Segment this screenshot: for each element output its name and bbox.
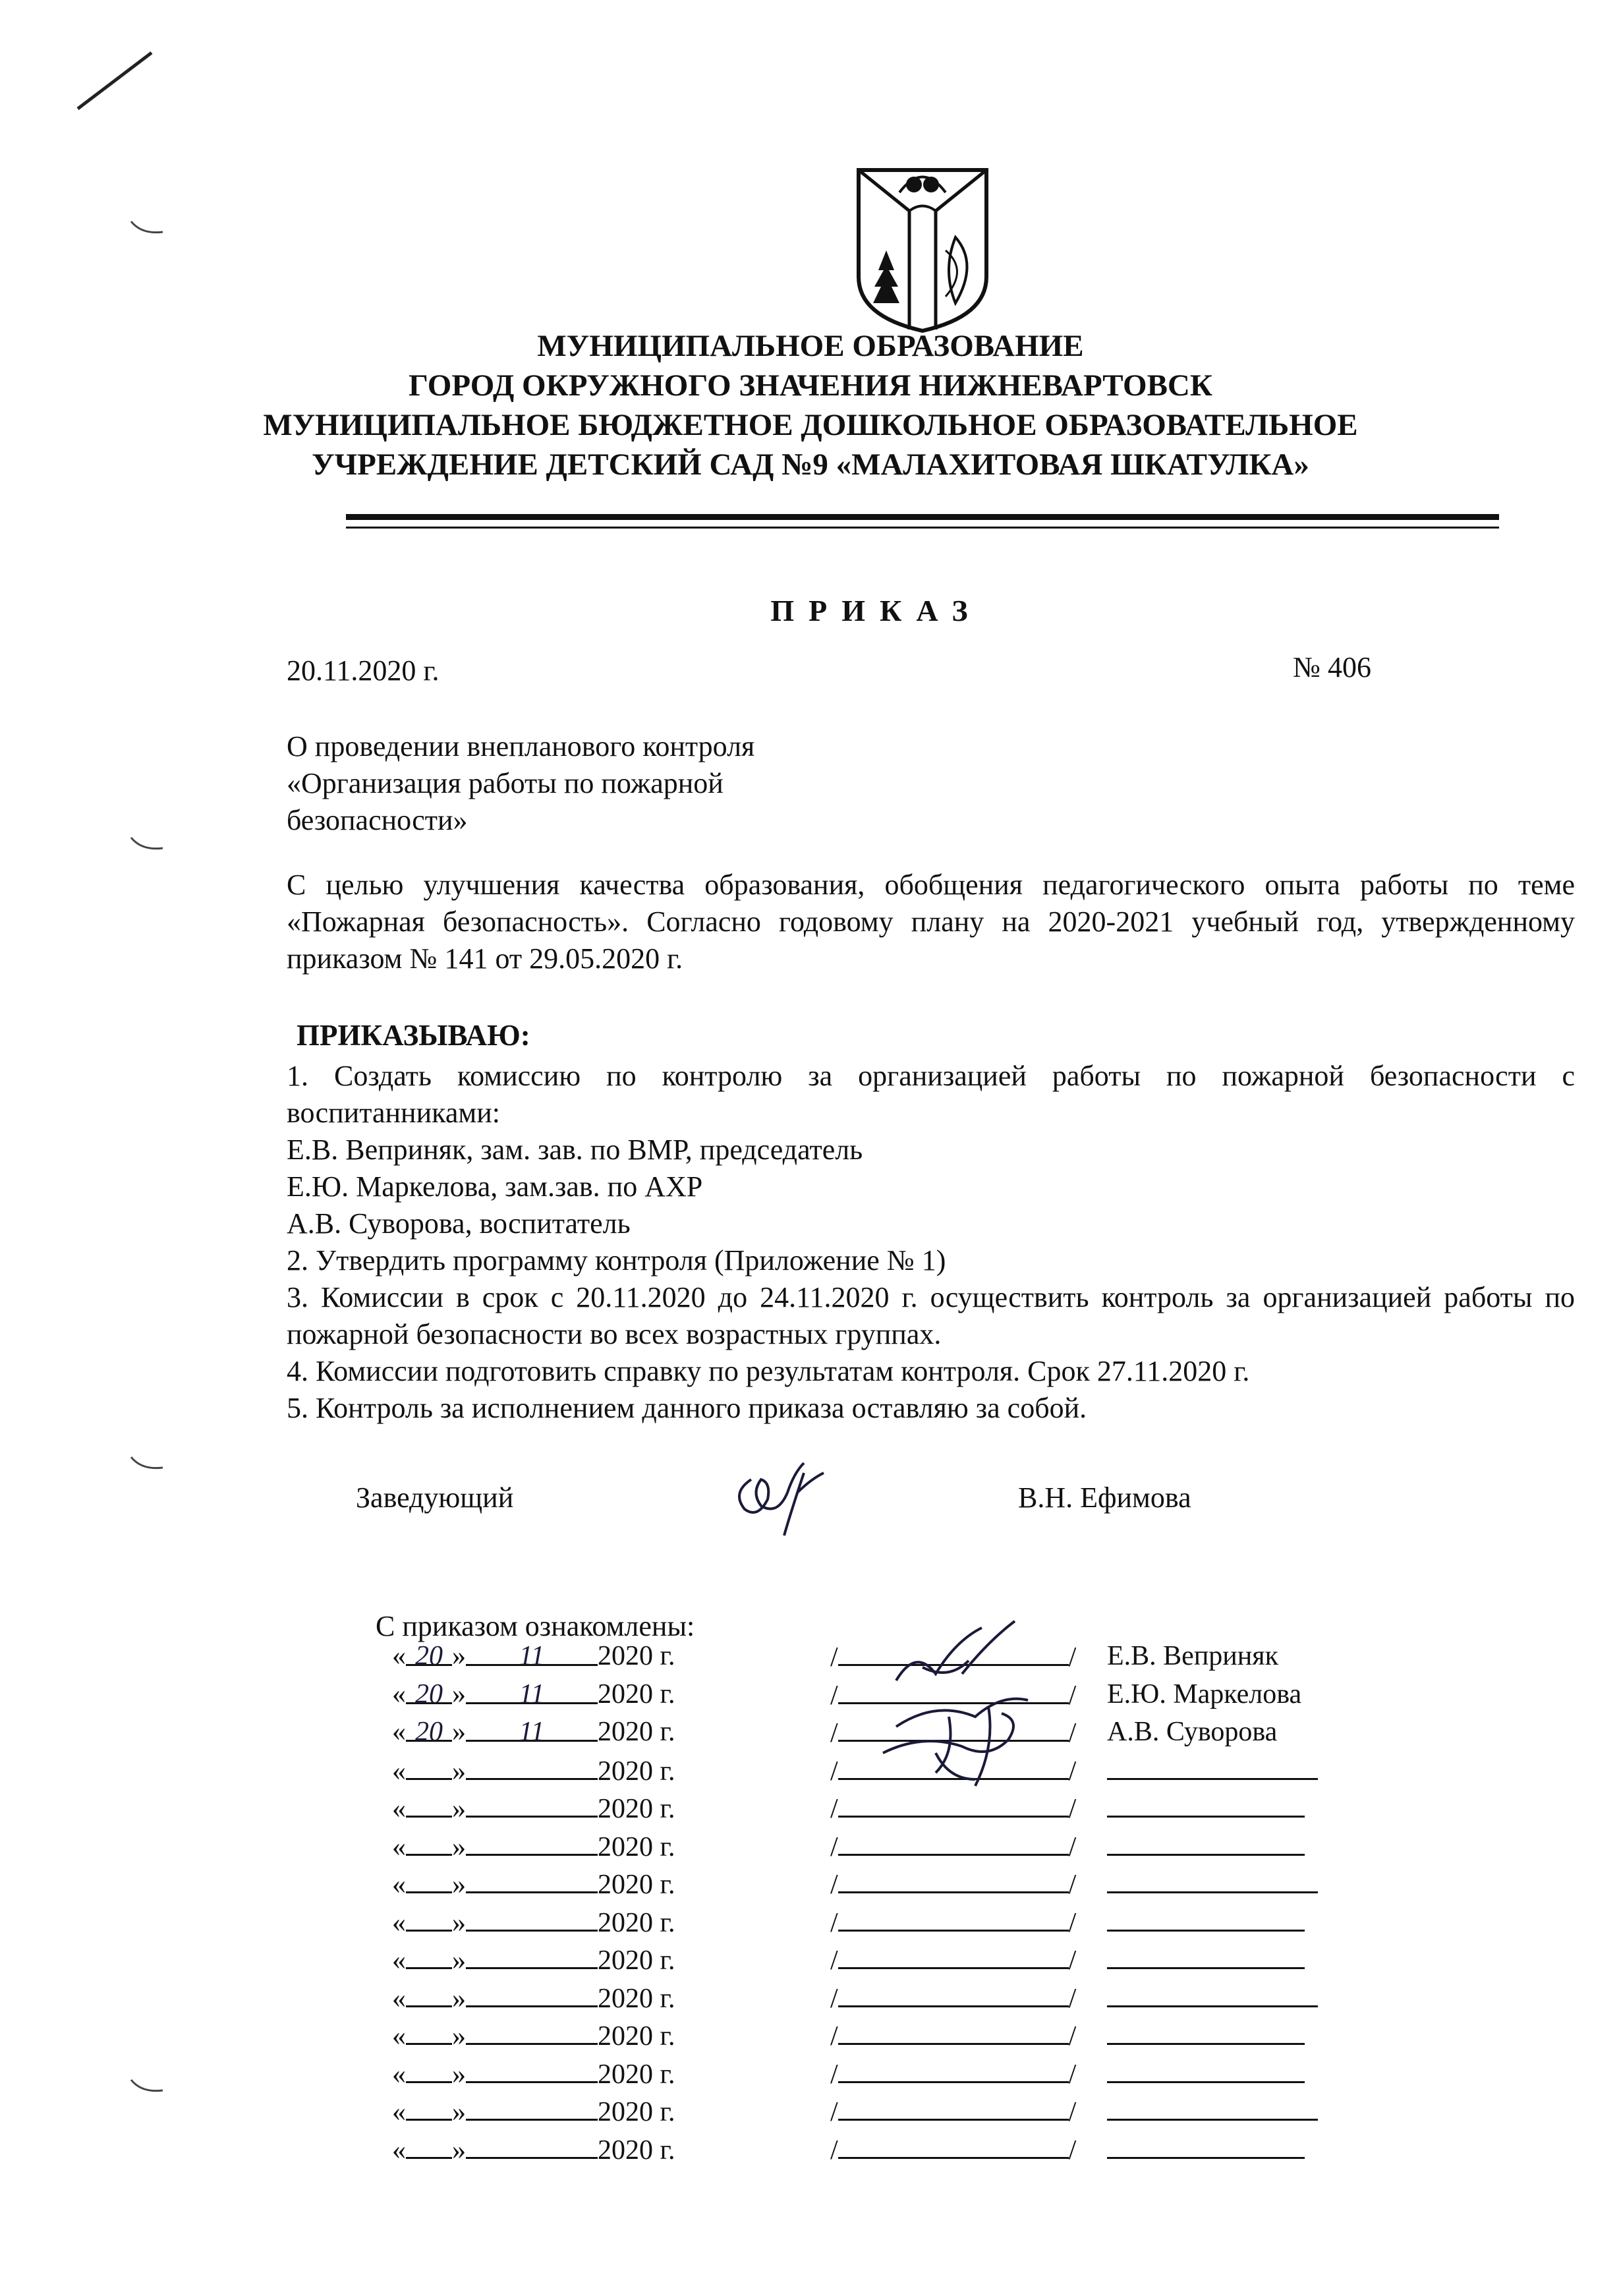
- acquaintance-row: [0, 1789, 1619, 1827]
- acquaintance-month: [466, 2055, 598, 2083]
- acquaintance-month: [466, 1789, 598, 1818]
- acquaintance-date: « » 2020 г.: [392, 2017, 675, 2055]
- order-date: 20.11.2020 г.: [287, 654, 440, 687]
- acquaintance-name: [1107, 2055, 1305, 2094]
- acquaintance-row: [0, 1903, 1619, 1941]
- acquaintance-day: [406, 1903, 452, 1932]
- acquaintance-date: « » 2020 г.: [392, 2092, 675, 2131]
- acquaintance-name: Е.Ю. Маркелова: [1107, 1679, 1302, 1709]
- header-line-1: МУНИЦИПАЛЬНОЕ ОБРАЗОВАНИЕ: [537, 329, 1084, 363]
- acquaintance-date: « » 2020 г.: [392, 1789, 675, 1828]
- acquaintance-year: 2020 г.: [598, 2097, 675, 2127]
- acquaintance-month: [466, 1979, 598, 2007]
- acquaintance-row: [0, 1827, 1619, 1865]
- acquaintance-year: 2020 г.: [598, 1945, 675, 1976]
- acquaintance-month: [466, 2131, 598, 2159]
- acquaintance-day: 20: [406, 1713, 452, 1742]
- acquaintance-date: « 20 » 11 2020 г.: [392, 1713, 675, 1751]
- acquaintance-year: 2020 г.: [598, 1756, 675, 1787]
- coat-of-arms-icon: [853, 165, 992, 336]
- margin-mark-icon: [128, 834, 168, 853]
- acquaintance-day: [406, 1979, 452, 2007]
- acquaintance-day: [406, 2055, 452, 2083]
- acquaintance-month: [466, 1903, 598, 1932]
- acquaintance-row: [0, 1638, 1619, 1675]
- acquaintance-label: С приказом ознакомлены:: [376, 1610, 695, 1642]
- order-item: 1. Создать комиссию по контролю за организацией работы по пожарной безопасности с воспитанниками:: [287, 1060, 1575, 1129]
- order-item: 2. Утвердить программу контроля (Приложение № 1): [287, 1244, 946, 1277]
- acquaintance-day: [406, 2092, 452, 2121]
- order-number: № 406: [1293, 651, 1371, 683]
- acquaintance-day: [406, 1827, 452, 1856]
- acquaintance-name: [1107, 2092, 1318, 2131]
- acquaintance-name: [1107, 1752, 1318, 1791]
- decree-heading: ПРИКАЗЫВАЮ:: [297, 1019, 530, 1052]
- acquaintance-signature-field: / /: [830, 1865, 1076, 1904]
- acquaintance-signature-field: / /: [830, 2131, 1076, 2169]
- document-title: ПРИКАЗ: [770, 594, 982, 627]
- acquaintance-row: [0, 1752, 1619, 1789]
- header-divider-thin: [346, 527, 1499, 529]
- acquaintance-signature-field: / /: [830, 1713, 1076, 1752]
- acquaintance-signature-field: / /: [830, 1941, 1076, 1980]
- acquaintance-row: [0, 1713, 1619, 1751]
- acquaintance-signature-field: / /: [830, 1903, 1076, 1942]
- acquaintance-name: Е.В. Веприняк: [1107, 1641, 1278, 1671]
- acquaintance-date: « » 2020 г.: [392, 1903, 675, 1942]
- acquaintance-year: 2020 г.: [598, 2135, 675, 2166]
- acquaintance-name: [1107, 1903, 1305, 1942]
- order-subject: [287, 728, 880, 839]
- acquaintance-month: [466, 2017, 598, 2045]
- acquaintance-day: [406, 2131, 452, 2159]
- margin-mark-icon: [128, 1453, 168, 1473]
- acquaintance-date: « » 2020 г.: [392, 2055, 675, 2094]
- acquaintance-name: [1107, 1827, 1305, 1866]
- organization-header: [198, 326, 1423, 484]
- acquaintance-signature-field: / /: [830, 1979, 1076, 2018]
- acquaintance-name: [1107, 1865, 1318, 1904]
- acquaintance-date: « 20 » 11 2020 г.: [392, 1676, 675, 1713]
- head-signature-icon: [725, 1453, 843, 1539]
- acquaintance-signature-field: / /: [830, 1827, 1076, 1866]
- signatory-position: Заведующий: [356, 1481, 514, 1514]
- acquaintance-year: 2020 г.: [598, 1870, 675, 1900]
- header-line-2: ГОРОД ОКРУЖНОГО ЗНАЧЕНИЯ НИЖНЕВАРТОВСК: [409, 368, 1212, 403]
- acquaintance-signature-field: / /: [830, 2055, 1076, 2094]
- acquaintance-signature-field: / /: [830, 2092, 1076, 2131]
- acquaintance-name: А.В. Суворова: [1107, 1717, 1278, 1747]
- acquaintance-year: 2020 г.: [598, 2021, 675, 2052]
- order-item: 4. Комиссии подготовить справку по результатам контроля. Срок 27.11.2020 г.: [287, 1355, 1250, 1387]
- acquaintance-signature-field: / /: [830, 1676, 1076, 1715]
- acquaintance-row: [0, 1941, 1619, 1978]
- pen-mark-icon: [72, 46, 165, 119]
- order-preamble: С целью улучшения качества образования, обобщения педагогического опыта работы по теме «Пожарная безопасность». Согласно годовому плану на 2020-2021 учебный год, утвержденному приказом № 141 от 29.05.2020 г.: [287, 869, 1575, 975]
- order-item: 3. Комиссии в срок с 20.11.2020 до 24.11.2020 г. осуществить контроль за организацией работы по пожарной безопасности во всех возрастных группах.: [287, 1281, 1575, 1350]
- subject-line-3: безопасности»: [287, 804, 468, 836]
- acquaintance-year: 2020 г.: [598, 1794, 675, 1824]
- acquaintance-year: 2020 г.: [598, 1679, 675, 1709]
- acquaintance-row: [0, 1979, 1619, 2017]
- acquaintance-signature-field: / /: [830, 1752, 1076, 1791]
- order-item: 5. Контроль за исполнением данного приказа оставляю за собой.: [287, 1392, 1087, 1424]
- acquaintance-month: 11: [466, 1676, 598, 1704]
- acquaintance-year: 2020 г.: [598, 1907, 675, 1938]
- acquaintance-name: [1107, 2017, 1305, 2055]
- acquaintance-name: [1107, 2131, 1305, 2169]
- header-line-3: МУНИЦИПАЛЬНОЕ БЮДЖЕТНОЕ ДОШКОЛЬНОЕ ОБРАЗОВАТЕЛЬНОЕ: [263, 408, 1358, 442]
- acquaintance-day: [406, 2017, 452, 2045]
- acquaintance-day: [406, 1865, 452, 1893]
- acquaintance-name: [1107, 1979, 1318, 2018]
- subject-line-2: «Организация работы по пожарной: [287, 767, 724, 799]
- acquaintance-name: [1107, 1789, 1305, 1828]
- order-item: Е.Ю. Маркелова, зам.зав. по АХР: [287, 1170, 703, 1203]
- acquaintance-signatures-icon: [857, 1601, 1120, 1799]
- acquaintance-year: 2020 г.: [598, 1983, 675, 2014]
- order-item: А.В. Суворова, воспитатель: [287, 1207, 631, 1240]
- order-items: [287, 1058, 1575, 1427]
- acquaintance-date: « » 2020 г.: [392, 1752, 675, 1791]
- acquaintance-year: 2020 г.: [598, 1831, 675, 1862]
- acquaintance-day: 20: [406, 1676, 452, 1704]
- header-divider-thick: [346, 514, 1499, 520]
- acquaintance-month: 11: [466, 1638, 598, 1666]
- acquaintance-name: [1107, 1941, 1305, 1980]
- acquaintance-date: « » 2020 г.: [392, 1865, 675, 1904]
- acquaintance-month: [466, 1827, 598, 1856]
- acquaintance-day: [406, 1752, 452, 1780]
- acquaintance-month: 11: [466, 1713, 598, 1742]
- acquaintance-signature-field: / /: [830, 1789, 1076, 1828]
- acquaintance-date: « 20 » 11 2020 г.: [392, 1638, 675, 1675]
- acquaintance-date: « » 2020 г.: [392, 1979, 675, 2018]
- signatory-name: В.Н. Ефимова: [1018, 1481, 1191, 1514]
- acquaintance-month: [466, 2092, 598, 2121]
- acquaintance-row: [0, 2131, 1619, 2168]
- acquaintance-month: [466, 1865, 598, 1893]
- margin-mark-icon: [128, 217, 168, 237]
- acquaintance-row: [0, 2092, 1619, 2130]
- acquaintance-row: [0, 1676, 1619, 1713]
- acquaintance-date: « » 2020 г.: [392, 1827, 675, 1866]
- order-item: Е.В. Веприняк, зам. зав. по ВМР, председатель: [287, 1134, 863, 1166]
- acquaintance-day: [406, 1789, 452, 1818]
- acquaintance-date: « » 2020 г.: [392, 2131, 675, 2169]
- acquaintance-date: « » 2020 г.: [392, 1941, 675, 1980]
- acquaintance-row: [0, 2017, 1619, 2054]
- acquaintance-row: [0, 2055, 1619, 2092]
- header-line-4: УЧРЕЖДЕНИЕ ДЕТСКИЙ САД №9 «МАЛАХИТОВАЯ ШКАТУЛКА»: [312, 447, 1309, 482]
- acquaintance-month: [466, 1941, 598, 1969]
- acquaintance-day: 20: [406, 1638, 452, 1666]
- acquaintance-month: [466, 1752, 598, 1780]
- acquaintance-signature-field: / /: [830, 1638, 1076, 1677]
- acquaintance-signature-field: / /: [830, 2017, 1076, 2055]
- acquaintance-year: 2020 г.: [598, 1641, 675, 1671]
- acquaintance-day: [406, 1941, 452, 1969]
- subject-line-1: О проведении внепланового контроля: [287, 730, 755, 762]
- acquaintance-year: 2020 г.: [598, 1717, 675, 1747]
- acquaintance-row: [0, 1865, 1619, 1903]
- acquaintance-year: 2020 г.: [598, 2059, 675, 2090]
